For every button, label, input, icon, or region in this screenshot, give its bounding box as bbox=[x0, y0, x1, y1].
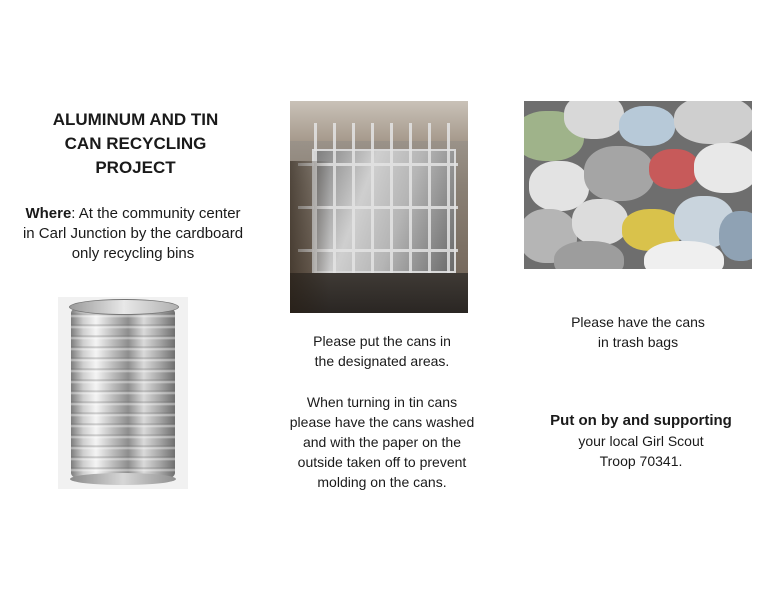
can-blob bbox=[674, 101, 752, 144]
can-blob bbox=[584, 146, 654, 201]
can-blob bbox=[649, 149, 699, 189]
can-blob bbox=[694, 143, 752, 193]
where-detail: : At the community center in Carl Junction by the cardboard only recycling bins bbox=[22, 205, 244, 262]
can-bottom bbox=[70, 473, 176, 485]
sponsor-troop: your local Girl Scout Troop 70341. bbox=[578, 433, 704, 469]
can-blob bbox=[554, 241, 624, 269]
where-text bbox=[18, 204, 248, 264]
can-blob bbox=[644, 241, 724, 269]
sponsor-lead: Put on by and supporting bbox=[550, 412, 732, 429]
where-label: Where bbox=[25, 205, 72, 222]
trash-bags-note: Please have the cans in trash bags bbox=[571, 314, 705, 350]
can-blob bbox=[564, 101, 624, 139]
metal-cage-bin-photo bbox=[290, 101, 468, 313]
can-blob bbox=[572, 199, 628, 245]
flyer-title: ALUMINUM AND TIN CAN RECYCLING PROJECT bbox=[52, 110, 219, 177]
tin-can-photo bbox=[58, 297, 188, 489]
can-blob bbox=[719, 211, 752, 261]
can-lid bbox=[69, 299, 179, 315]
designated-areas-note: Please put the cans in the designated areas. bbox=[313, 333, 451, 369]
bin-shadow bbox=[290, 161, 330, 313]
can-blob bbox=[619, 106, 675, 146]
tin-can-instructions: When turning in tin cans please have the cans washed and with the paper on the outside taken off to prevent molding on the cans. bbox=[289, 394, 475, 490]
sponsor-note bbox=[528, 411, 754, 471]
can-body bbox=[71, 307, 175, 479]
crushed-cans-photo bbox=[524, 101, 752, 269]
